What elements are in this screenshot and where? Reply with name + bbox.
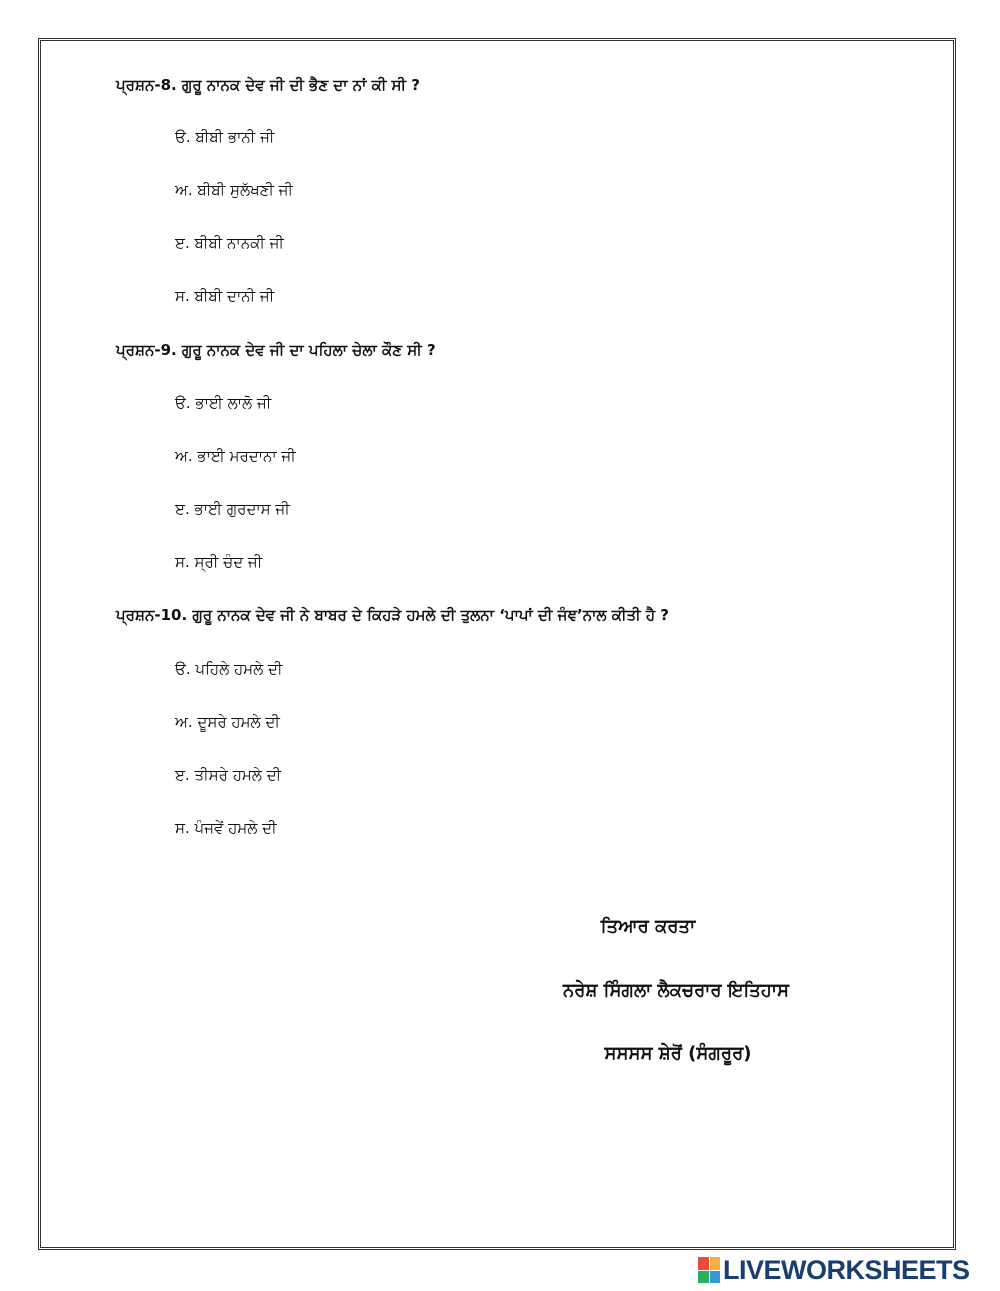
page-border [38,38,956,1250]
question-9: ਪ੍ਰਸ਼ਨ-9. ਗੁਰੂ ਨਾਨਕ ਦੇਵ ਜੀ ਦਾ ਪਹਿਲਾ ਚੇਲਾ ਕੌਣ ਸੀ ? [116,341,436,359]
liveworksheets-logo-text: LIVEWORKSHEETS [723,1254,970,1285]
school-name: ਸਸਸਸ ਸ਼ੇਰੋਂ (ਸੰਗਰੂਰ) [604,1043,752,1064]
author-name: ਨਰੇਸ਼ ਸਿੰਗਲਾ ਲੈਕਚਰਾਰ ਇਤਿਹਾਸ [562,980,789,1001]
prepared-by-label: ਤਿਆਰ ਕਰਤਾ [600,916,696,937]
option-q8-b: ਅ. ਬੀਬੀ ਸੁਲੱਖਣੀ ਜੀ [175,181,293,199]
option-q9-a: ੳ. ਭਾਈ ਲਾਲੋ ਜੀ [175,394,272,412]
option-q10-c: ੲ. ਤੀਸਰੇ ਹਮਲੇ ਦੀ [175,766,282,784]
liveworksheets-logo-icon [698,1257,720,1283]
option-q9-b: ਅ. ਭਾਈ ਮਰਦਾਨਾ ਜੀ [175,447,296,465]
option-q10-d: ਸ. ਪੰਜਵੇਂ ਹਮਲੇ ਦੀ [175,819,277,837]
option-q9-c: ੲ. ਭਾਈ ਗੁਰਦਾਸ ਜੀ [175,500,290,518]
question-8: ਪ੍ਰਸ਼ਨ-8. ਗੁਰੂ ਨਾਨਕ ਦੇਵ ਜੀ ਦੀ ਭੈਣ ਦਾ ਨਾਂ ਕੀ ਸੀ ? [116,76,420,94]
option-q8-c: ੲ. ਬੀਬੀ ਨਾਨਕੀ ਜੀ [175,234,284,252]
option-q10-b: ਅ. ਦੂਸਰੇ ਹਮਲੇ ਦੀ [175,713,280,731]
option-q9-d: ਸ. ਸ੍ਰੀ ਚੰਦ ਜੀ [175,553,263,571]
option-q8-a: ੳ. ਬੀਬੀ ਭਾਨੀ ਜੀ [175,128,275,146]
question-10: ਪ੍ਰਸ਼ਨ-10. ਗੁਰੂ ਨਾਨਕ ਦੇਵ ਜੀ ਨੇ ਬਾਬਰ ਦੇ ਕਿਹੜੇ ਹਮਲੇ ਦੀ ਤੁਲਨਾ ‘ਪਾਪਾਂ ਦੀ ਜੰਞ’ਨਾਲ ਕੀਤੀ ਹੈ ? [116,606,669,624]
option-q8-d: ਸ. ਬੀਬੀ ਦਾਨੀ ਜੀ [175,287,275,305]
option-q10-a: ੳ. ਪਹਿਲੇ ਹਮਲੇ ਦੀ [175,660,283,678]
liveworksheets-logo[interactable] [698,1255,970,1285]
